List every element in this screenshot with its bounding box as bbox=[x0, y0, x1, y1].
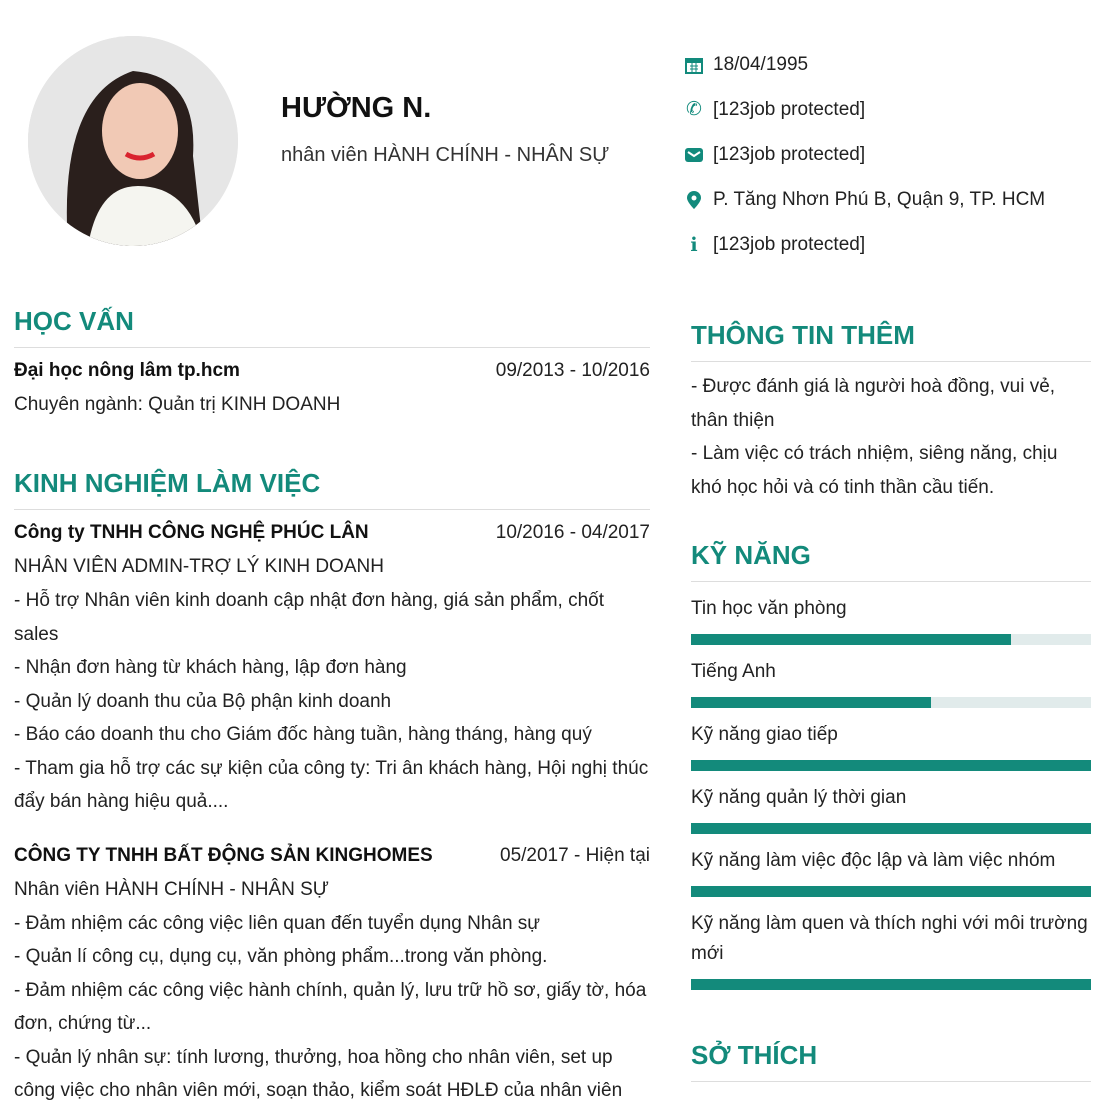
skill-bar-fill bbox=[691, 634, 1011, 645]
job-line: - Quản lí công cụ, dụng cụ, văn phòng phẩm...trong văn phòng. bbox=[14, 946, 548, 967]
avatar bbox=[28, 36, 238, 246]
skill-bar bbox=[691, 979, 1091, 990]
left-column bbox=[14, 306, 650, 1108]
skill-label: Tin học văn phòng bbox=[691, 598, 847, 619]
contact-text: [123job protected] bbox=[713, 98, 866, 120]
skill-bar bbox=[691, 886, 1091, 897]
skill-label: Tiếng Anh bbox=[691, 661, 776, 682]
job-description bbox=[14, 584, 650, 819]
contact-text: [123job protected] bbox=[713, 143, 866, 165]
phone-icon: ✆ bbox=[686, 99, 702, 120]
envelope-icon bbox=[684, 145, 704, 165]
contact-birthdate bbox=[684, 42, 1045, 87]
skills-list bbox=[691, 594, 1091, 990]
job-period: 10/2016 - 04/2017 bbox=[495, 522, 650, 543]
info-icon: i bbox=[690, 233, 698, 256]
skills-heading: KỸ NĂNG bbox=[691, 540, 1091, 582]
job-entry bbox=[14, 522, 650, 819]
contact-phone bbox=[684, 87, 1045, 132]
job-line: - Hỗ trợ Nhân viên kinh doanh cập nhật đơn hàng, giá sản phẩm, chốt sales bbox=[14, 590, 605, 645]
job-line: - Báo cáo doanh thu cho Giám đốc hàng tuần, hàng tháng, hàng quý bbox=[14, 724, 592, 745]
skill-bar-fill bbox=[691, 697, 931, 708]
contact-info bbox=[684, 222, 1045, 267]
skill-bar-fill bbox=[691, 979, 1091, 990]
candidate-name: HƯỜNG N. bbox=[281, 92, 432, 124]
education-period: 09/2013 - 10/2016 bbox=[495, 360, 650, 381]
contact-list bbox=[684, 42, 1045, 267]
skill-label: Kỹ năng quản lý thời gian bbox=[691, 787, 907, 808]
contact-text: [123job protected] bbox=[713, 233, 866, 255]
school-name: Đại học nông lâm tp.hcm bbox=[14, 360, 240, 381]
skill-label: Kỹ năng giao tiếp bbox=[691, 724, 838, 745]
info-line: - Làm việc có trách nhiệm, siêng năng, chịu khó học hỏi và có tinh thần cầu tiến. bbox=[691, 443, 1058, 498]
education-major: Chuyên ngành: Quản trị KINH DOANH bbox=[14, 394, 341, 415]
job-line: - Đảm nhiệm các công việc liên quan đến tuyển dụng Nhân sự bbox=[14, 912, 541, 934]
map-marker-icon bbox=[684, 190, 704, 210]
additional-info bbox=[691, 370, 1091, 504]
calendar-icon bbox=[684, 55, 704, 75]
job-line: - Quản lý nhân sự: tính lương, thưởng, hoa hồng cho nhân viên, set up công việc cho nhân viên mới, soạn thảo, kiểm soát HĐLĐ của nhân viên bbox=[14, 1046, 623, 1101]
job-line: - Tham gia hỗ trợ các sự kiện của công ty: Tri ân khách hàng, Hội nghị thúc đẩy bán hàng hiệu quả.... bbox=[14, 757, 649, 812]
experience-heading: KINH NGHIỆM LÀM VIỆC bbox=[14, 468, 650, 510]
additional-info-heading: THÔNG TIN THÊM bbox=[691, 320, 1091, 362]
job-description bbox=[14, 907, 650, 1108]
right-column bbox=[691, 320, 1091, 1082]
job-position: NHÂN VIÊN ADMIN-TRỢ LÝ KINH DOANH bbox=[14, 556, 384, 577]
contact-text: 18/04/1995 bbox=[713, 53, 809, 75]
skill-bar-fill bbox=[691, 760, 1091, 771]
hobbies-heading: SỞ THÍCH bbox=[691, 1040, 1091, 1082]
skill-label: Kỹ năng làm việc độc lập và làm việc nhóm bbox=[691, 850, 1056, 871]
job-entry bbox=[14, 845, 650, 1108]
contact-address bbox=[684, 177, 1045, 222]
job-company: CÔNG TY TNHH BẤT ĐỘNG SẢN KINGHOMES bbox=[14, 844, 433, 866]
job-line: - Nhận đơn hàng từ khách hàng, lập đơn hàng bbox=[14, 657, 407, 678]
education-row bbox=[14, 360, 650, 382]
contact-email bbox=[684, 132, 1045, 177]
skill-bar bbox=[691, 634, 1091, 645]
skill-label: Kỹ năng làm quen và thích nghi với môi trường mới bbox=[691, 913, 1088, 964]
job-line: - Quản lý doanh thu của Bộ phận kinh doanh bbox=[14, 690, 392, 712]
skill-bar-fill bbox=[691, 823, 1091, 834]
contact-text: P. Tăng Nhơn Phú B, Quận 9, TP. HCM bbox=[713, 188, 1046, 210]
education-heading: HỌC VẤN bbox=[14, 306, 650, 348]
skill-bar bbox=[691, 760, 1091, 771]
candidate-title: nhân viên HÀNH CHÍNH - NHÂN SỰ bbox=[281, 144, 610, 166]
job-line: - Đảm nhiệm các công việc hành chính, quản lý, lưu trữ hồ sơ, giấy tờ, hóa đơn, chứng từ... bbox=[14, 979, 647, 1034]
job-header bbox=[14, 845, 650, 867]
skill-bar bbox=[691, 697, 1091, 708]
job-period: 05/2017 - Hiện tại bbox=[500, 844, 650, 866]
skill-bar-fill bbox=[691, 886, 1091, 897]
info-line: - Được đánh giá là người hoà đồng, vui vẻ, thân thiện bbox=[691, 376, 1056, 431]
job-company: Công ty TNHH CÔNG NGHỆ PHÚC LÂN bbox=[14, 522, 369, 543]
job-header bbox=[14, 522, 650, 544]
skill-bar bbox=[691, 823, 1091, 834]
job-position: Nhân viên HÀNH CHÍNH - NHÂN SỰ bbox=[14, 878, 330, 900]
